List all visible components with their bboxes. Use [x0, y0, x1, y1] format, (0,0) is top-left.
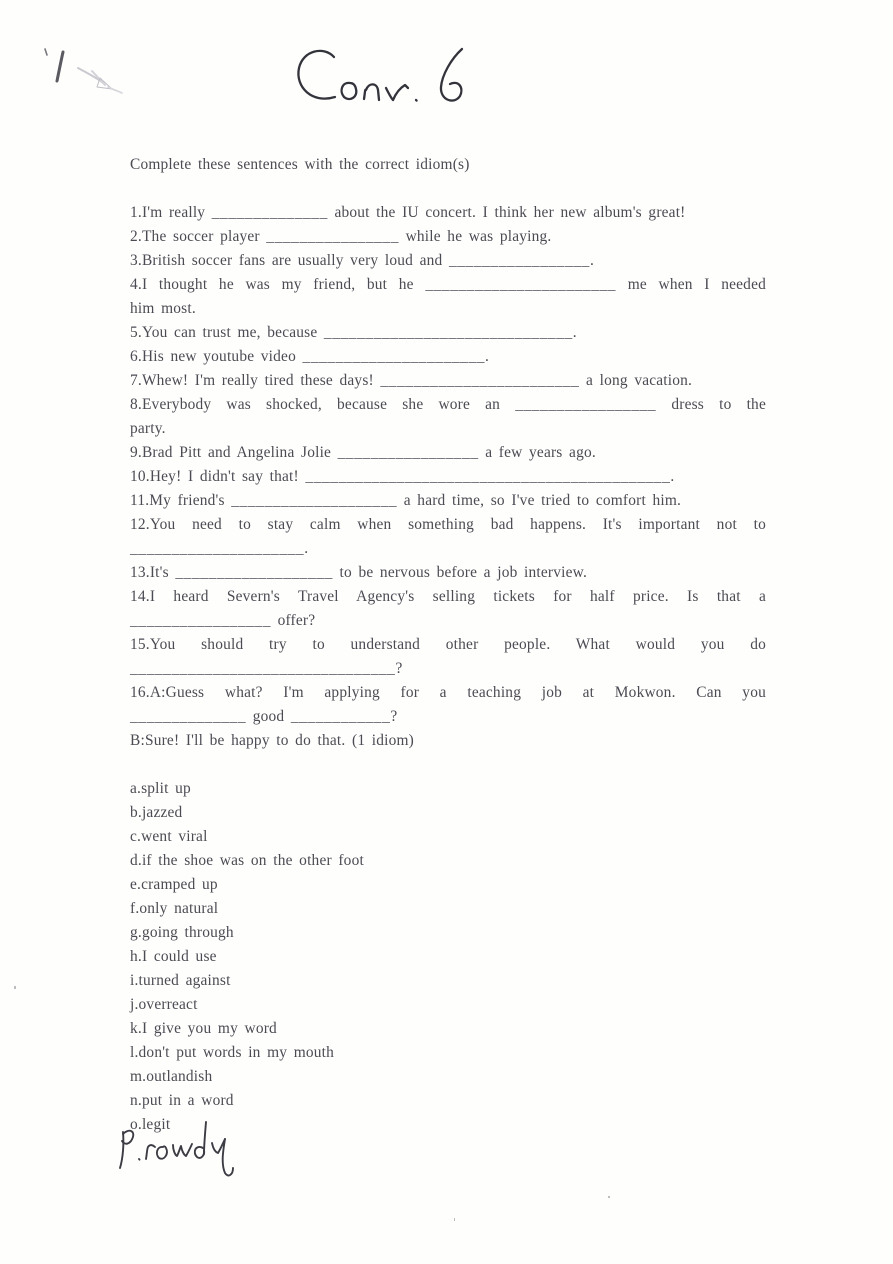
handwritten-title	[290, 44, 495, 114]
sentence-item	[130, 249, 766, 273]
answer-blank: ______________________________	[323, 324, 573, 341]
sentence-line: ______________ good ____________?	[130, 708, 398, 725]
option-item: b.jazzed	[130, 804, 183, 821]
sentence-item	[130, 201, 766, 225]
sentence-line: 3.British soccer fans are usually very loud and _________________.	[130, 252, 595, 269]
sentence-item	[130, 585, 766, 633]
sentence-item	[130, 393, 766, 441]
answer-blank: ___________________	[175, 564, 333, 581]
option-item: i.turned against	[130, 972, 231, 989]
sentence-line: B:Sure! I'll be happy to do that. (1 idiom)	[130, 732, 414, 749]
scan-speck	[454, 1218, 455, 1221]
sentence-item	[130, 633, 766, 681]
sentence-line: _________________ offer?	[130, 612, 316, 629]
sentence-line: 13.It's ___________________ to be nervous before a job interview.	[130, 564, 588, 581]
option-item: f.only natural	[130, 900, 219, 917]
handwritten-corner-mark	[34, 42, 134, 102]
option-item: o.legit	[130, 1116, 171, 1133]
sentence-item	[130, 513, 766, 561]
option-item: e.cramped up	[130, 876, 218, 893]
sentence-item	[130, 321, 766, 345]
answer-blank: ______________	[211, 204, 328, 221]
sentence-item	[130, 489, 766, 513]
sentence-line: 9.Brad Pitt and Angelina Jolie _________________ a few years ago.	[130, 444, 596, 461]
sentence-line: 8.Everybody was shocked, because she wore an _________________ dress to the	[130, 396, 766, 413]
sentence-line: 4.I thought he was my friend, but he _______________________ me when I needed	[130, 276, 766, 293]
sentence-line: ________________________________?	[130, 660, 403, 677]
answer-blank: ________________________________	[130, 660, 396, 677]
option-item: n.put in a word	[130, 1092, 234, 1109]
answer-blank: _________________	[448, 252, 590, 269]
sentence-line: 11.My friend's ____________________ a hard time, so I've tried to comfort him.	[130, 492, 682, 509]
sentence-item	[130, 225, 766, 249]
option-item: k.I give you my word	[130, 1020, 277, 1037]
sentence-line: 14.I heard Severn's Travel Agency's selling tickets for half price. Is that a	[130, 588, 766, 605]
answer-blank: ____________	[290, 708, 391, 725]
answer-blank: ____________________	[231, 492, 398, 509]
scan-speck	[608, 1196, 610, 1198]
answer-blank: _________________	[515, 396, 657, 413]
answer-blank: ____________________________________________	[305, 468, 671, 485]
sentence-line: party.	[130, 420, 166, 437]
option-list	[130, 777, 766, 1137]
sentence-line: 2.The soccer player ________________ while he was playing.	[130, 228, 552, 245]
sentence-line: 6.His new youtube video ______________________.	[130, 348, 490, 365]
sentence-line: 12.You need to stay calm when something bad happens. It's important not to	[130, 516, 766, 533]
sentence-item	[130, 441, 766, 465]
sentence-item	[130, 561, 766, 585]
answer-blank: ______________________	[302, 348, 486, 365]
sentence-item	[130, 681, 766, 729]
answer-blank: _____________________	[130, 540, 305, 557]
sentence-line: 10.Hey! I didn't say that! ____________________________________________.	[130, 468, 675, 485]
sentence-item	[130, 465, 766, 489]
sentence-line: 5.You can trust me, because ______________________________.	[130, 324, 577, 341]
sentence-item	[130, 345, 766, 369]
sentence-line: 7.Whew! I'm really tired these days! ________________________ a long vacation.	[130, 372, 693, 389]
answer-blank: ______________	[130, 708, 247, 725]
option-item: g.going through	[130, 924, 234, 941]
option-item: h.I could use	[130, 948, 217, 965]
sentence-line: 16.A:Guess what? I'm applying for a teaching job at Mokwon. Can you	[130, 684, 766, 701]
sentence-item	[130, 729, 766, 753]
sentence-list	[130, 201, 766, 753]
sentence-item	[130, 273, 766, 321]
sentence-line: 15.You should try to understand other people. What would you do	[130, 636, 766, 653]
option-item: d.if the shoe was on the other foot	[130, 852, 364, 869]
scan-speck	[14, 986, 16, 989]
handwritten-option-rowdy	[114, 1115, 244, 1185]
option-item: j.overreact	[130, 996, 198, 1013]
answer-blank: _________________	[130, 612, 272, 629]
sentence-line: _____________________.	[130, 540, 309, 557]
answer-blank: ________________________	[380, 372, 580, 389]
option-item: l.don't put words in my mouth	[130, 1044, 335, 1061]
answer-blank: _______________________	[425, 276, 617, 293]
sentence-item	[130, 369, 766, 393]
sentence-line: him most.	[130, 300, 196, 317]
instruction-text: Complete these sentences with the correct idiom(s)	[130, 156, 470, 173]
option-item: m.outlandish	[130, 1068, 213, 1085]
option-item: a.split up	[130, 780, 191, 797]
sentence-line: 1.I'm really ______________ about the IU concert. I think her new album's great!	[130, 204, 686, 221]
worksheet-body	[130, 153, 766, 1137]
option-item: c.went viral	[130, 828, 208, 845]
answer-blank: _________________	[337, 444, 479, 461]
answer-blank: ________________	[266, 228, 400, 245]
